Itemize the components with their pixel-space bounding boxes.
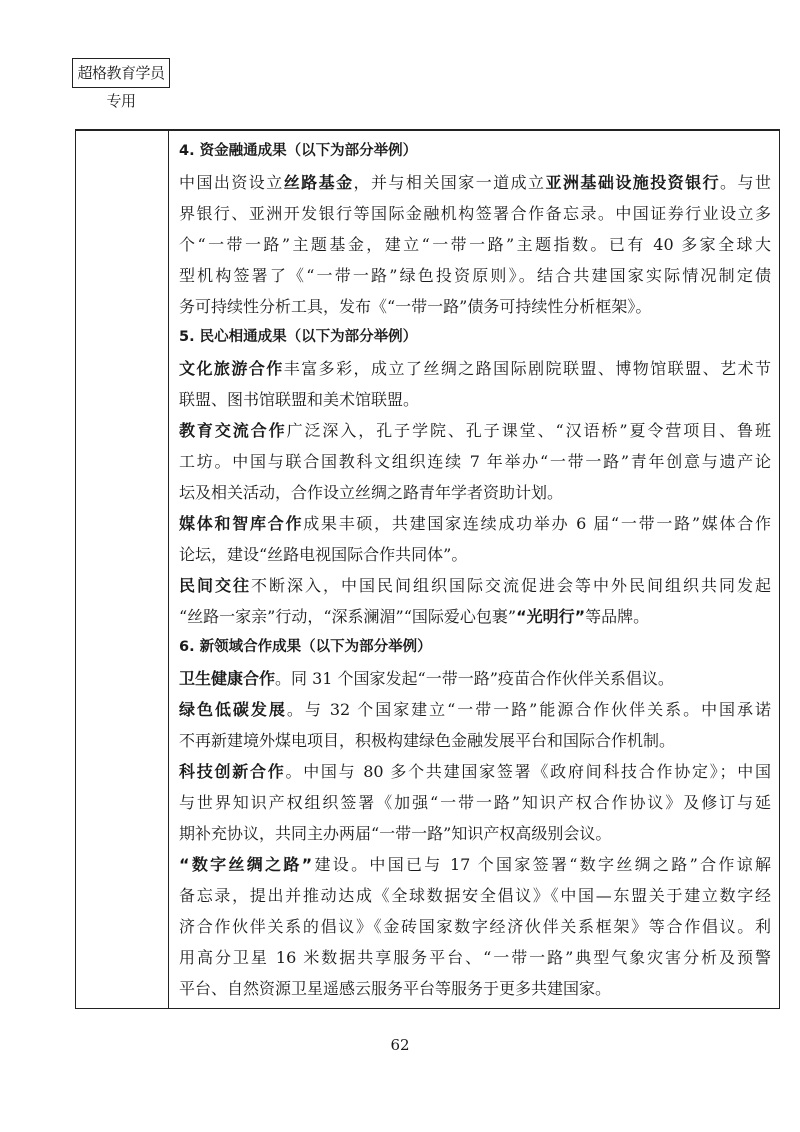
column-divider [168,131,169,1008]
text: 等品牌。 [585,607,650,626]
text: “丝路一家亲”行动，“深系澜湄”“国际爱心包裹” [179,607,517,626]
text: 广泛深入，孔子学院、孔子课堂、“汉语桥”夏令营项目、鲁班 [286,421,771,440]
bold-text: 文化旅游合作 [179,359,284,378]
text-line [179,198,771,229]
text-line [179,973,771,1004]
watermark-stamp: 超格教育学员专用 [72,58,170,88]
text: 建设。中国已与 17 个国家签署“数字丝绸之路”合作谅解 [312,855,771,874]
text-line [179,508,771,539]
text: 。与世 [720,173,771,192]
bold-text: 绿色低碳发展 [179,700,287,719]
table-content-cell [179,136,771,1004]
bold-text: “数字丝绸之路” [179,855,313,874]
bold-text: “光明行” [516,607,586,626]
text-line [179,415,771,446]
page-number: 62 [390,1036,410,1054]
text-line [179,539,771,570]
bold-text: 6. 新领域合作成果（以下为部分举例） [179,639,432,655]
bold-text: 民间交往 [179,576,251,595]
text: 联盟、图书馆联盟和美术馆联盟。 [179,390,420,409]
text-line [179,818,771,849]
text-line [179,756,771,787]
text-line [179,291,771,322]
bold-text: 4. 资金融通成果（以下为部分举例） [179,143,418,159]
text: 与世界知识产权组织签署《加强“一带一路”知识产权合作协议》及修订与延 [179,793,771,812]
text: 不断深入，中国民间组织国际交流促进会等中外民间组织共同发起 [251,576,771,595]
text: 论坛，建设“丝路电视国际合作共同体”。 [179,545,468,564]
section-heading [179,632,771,663]
text: 不再新建境外煤电项目，积极构建绿色金融发展平台和国际合作机制。 [179,731,676,750]
text: 工坊。中国与联合国教科文组织连续 7 年举办“一带一路”青年创意与遗产论 [179,452,771,471]
text-line [179,601,771,632]
text: 型机构签署了《“一带一路”绿色投资原则》。结合共建国家实际情况制定债 [179,266,771,285]
text-line [179,694,771,725]
text: 平台、自然资源卫星遥感云服务平台等服务于更多共建国家。 [179,979,612,998]
text: 济合作伙伴关系的倡议》《金砖国家数字经济伙伴关系框架》等合作倡议。利 [179,917,771,936]
text-line [179,880,771,911]
text-line [179,725,771,756]
text: 期补充协议，共同主办两届“一带一路”知识产权高级别会议。 [179,824,612,843]
text: 中国出资设立 [179,173,284,192]
text-line [179,260,771,291]
text-line [179,663,771,694]
text-line [179,167,771,198]
text: 。中国与 80 多个共建国家签署《政府间科技合作协定》；中国 [285,762,771,781]
text-line [179,911,771,942]
text: 个“一带一路”主题基金，建立“一带一路”主题指数。已有 40 多家全球大 [179,235,771,254]
text: 。与 32 个国家建立“一带一路”能源合作伙伴关系。中国承诺 [286,700,771,719]
text-line [179,942,771,973]
bold-text: 5. 民心相通成果（以下为部分举例） [179,329,418,345]
text: ，并与相关国家一道成立 [353,173,546,192]
text: 成果丰硕，共建国家连续成功举办 6 届“一带一路”媒体合作 [303,514,771,533]
bold-text: 丝路基金 [283,173,354,192]
section-heading [179,322,771,353]
bold-text: 卫生健康合作 [179,669,276,688]
text-line [179,446,771,477]
text-line [179,384,771,415]
bold-text: 科技创新合作 [179,762,286,781]
text: 界银行、亚洲开发银行等国际金融机构签署合作备忘录。中国证券行业设立多 [179,204,771,223]
content-table [75,129,780,1009]
bold-text: 媒体和智库合作 [179,514,304,533]
text-line [179,787,771,818]
bold-text: 教育交流合作 [179,421,287,440]
text: 务可持续性分析工具，发布《“一带一路”债务可持续性分析框架》。 [179,297,652,316]
section-heading [179,136,771,167]
text: 坛及相关活动，合作设立丝绸之路青年学者资助计划。 [179,483,564,502]
text: 用高分卫星 16 米数据共享服务平台、“一带一路”典型气象灾害分析及预警 [179,948,771,967]
text-line [179,477,771,508]
text: 。同 31 个国家发起“一带一路”疫苗合作伙伴关系倡议。 [275,669,674,688]
bold-text: 亚洲基础设施投资银行 [545,173,721,192]
text-line [179,570,771,601]
text-line [179,229,771,260]
text-line [179,353,771,384]
text: 丰富多彩，成立了丝绸之路国际剧院联盟、博物馆联盟、艺术节 [283,359,771,378]
text: 备忘录，提出并推动达成《全球数据安全倡议》《中国—东盟关于建立数字经 [179,886,771,905]
text-line [179,849,771,880]
